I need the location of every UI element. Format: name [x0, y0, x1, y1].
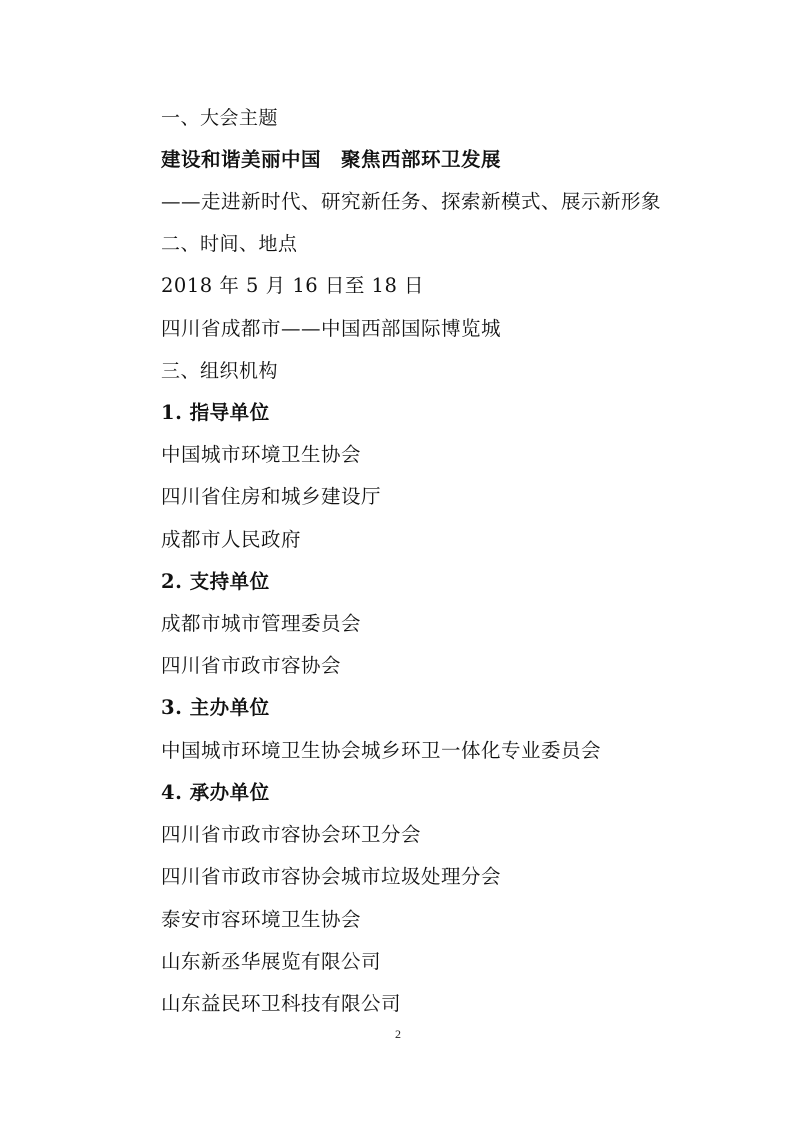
- theme-title: 建设和谐美丽中国 聚焦西部环卫发展: [161, 148, 502, 171]
- organizing-unit-item: 四川省市政市容协会城市垃圾处理分会: [161, 865, 502, 888]
- supporting-units-heading: 2. 支持单位: [161, 570, 270, 593]
- page-number: 2: [395, 1027, 401, 1041]
- guiding-unit-item: 四川省住房和城乡建设厅: [161, 485, 382, 508]
- supporting-unit-item: 成都市城市管理委员会: [161, 612, 362, 635]
- section-heading-time-place: 二、时间、地点: [161, 233, 298, 255]
- hosting-units-heading: 3. 主办单位: [161, 696, 270, 719]
- theme-subtitle: ——走进新时代、研究新任务、探索新模式、展示新形象: [161, 190, 662, 213]
- organizing-unit-item: 四川省市政市容协会环卫分会: [161, 823, 422, 846]
- guiding-units-heading: 1. 指导单位: [161, 401, 270, 424]
- section-heading-organization: 三、组织机构: [161, 360, 279, 382]
- guiding-unit-item: 成都市人民政府: [161, 528, 302, 551]
- section-heading-theme: 一、大会主题: [161, 107, 279, 129]
- organizing-unit-item: 山东新丞华展览有限公司: [161, 950, 382, 973]
- supporting-unit-item: 四川省市政市容协会: [161, 654, 342, 677]
- organizing-unit-item: 泰安市容环境卫生协会: [161, 908, 362, 931]
- event-location: 四川省成都市——中国西部国际博览城: [161, 317, 502, 340]
- organizing-unit-item: 山东益民环卫科技有限公司: [161, 992, 402, 1015]
- organizing-units-heading: 4. 承办单位: [161, 781, 270, 804]
- hosting-unit-item: 中国城市环境卫生协会城乡环卫一体化专业委员会: [161, 739, 602, 762]
- event-date: 2018 年 5 月 16 日至 18 日: [161, 274, 425, 297]
- guiding-unit-item: 中国城市环境卫生协会: [161, 443, 362, 466]
